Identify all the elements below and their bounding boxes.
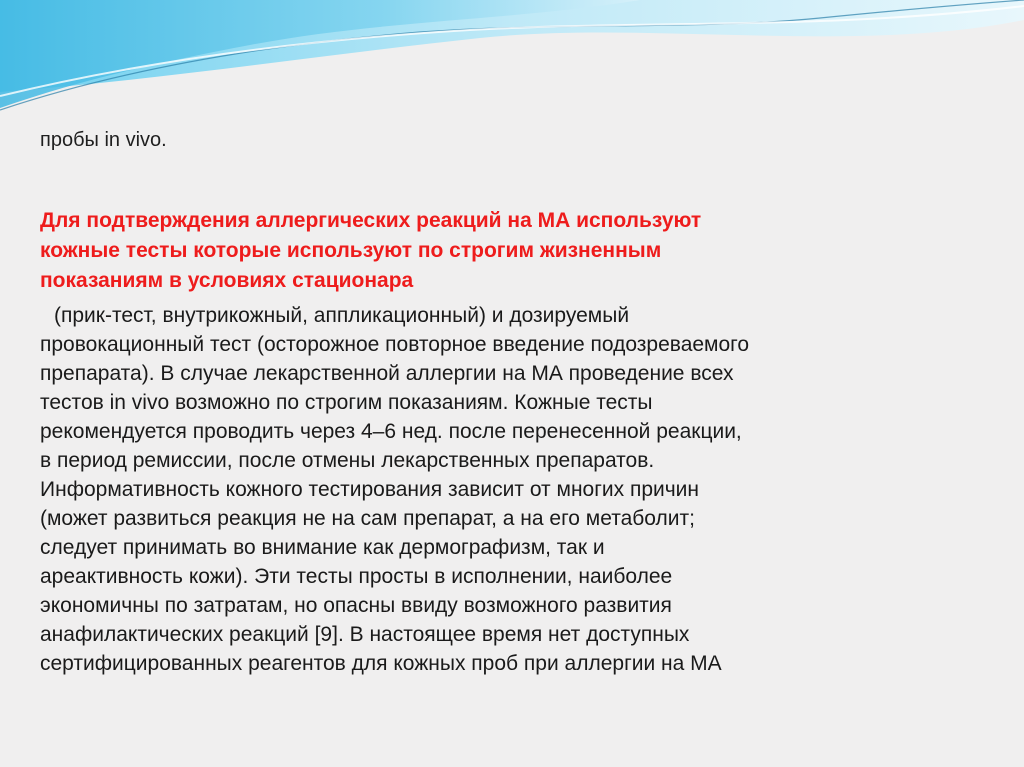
body-line: анафилактических реакций [9]. В настоящее время нет доступных [40,623,690,646]
body-line: препарата). В случае лекарственной аллергии на МА проведение всех [40,362,734,385]
header-wave-decoration [0,0,1024,130]
highlighted-paragraph [40,206,920,296]
body-line: Информативность кожного тестирования зависит от многих причин [40,478,699,501]
red-line: кожные тесты которые используют по строгим жизненным [40,239,662,262]
body-line: (может развиться реакция не на сам препарат, а на его метаболит; [40,507,695,530]
subtitle-text: пробы in vivo. [40,129,167,151]
body-line: ареактивность кожи). Эти тесты просты в исполнении, наиболее [40,565,673,588]
body-line: экономичны по затратам, но опасны ввиду возможного развития [40,594,672,617]
body-line: (прик-тест, внутрикожный, аппликационный) и дозируемый [54,304,630,327]
body-line: тестов in vivo возможно по строгим показаниям. Кожные тесты [40,391,653,414]
body-line: рекомендуется проводить через 4–6 нед. после перенесенной реакции, [40,420,742,443]
body-line: следует принимать во внимание как дермографизм, так и [40,536,605,559]
body-line: провокационный тест (осторожное повторное введение подозреваемого [40,333,750,356]
body-line: сертифицированных реагентов для кожных проб при аллергии на МА [40,652,722,675]
body-paragraph [40,301,940,678]
red-line: показаниям в условиях стационара [40,269,414,292]
body-line: в период ремиссии, после отмены лекарственных препаратов. [40,449,655,472]
red-line: Для подтверждения аллергических реакций на МА используют [40,209,702,232]
